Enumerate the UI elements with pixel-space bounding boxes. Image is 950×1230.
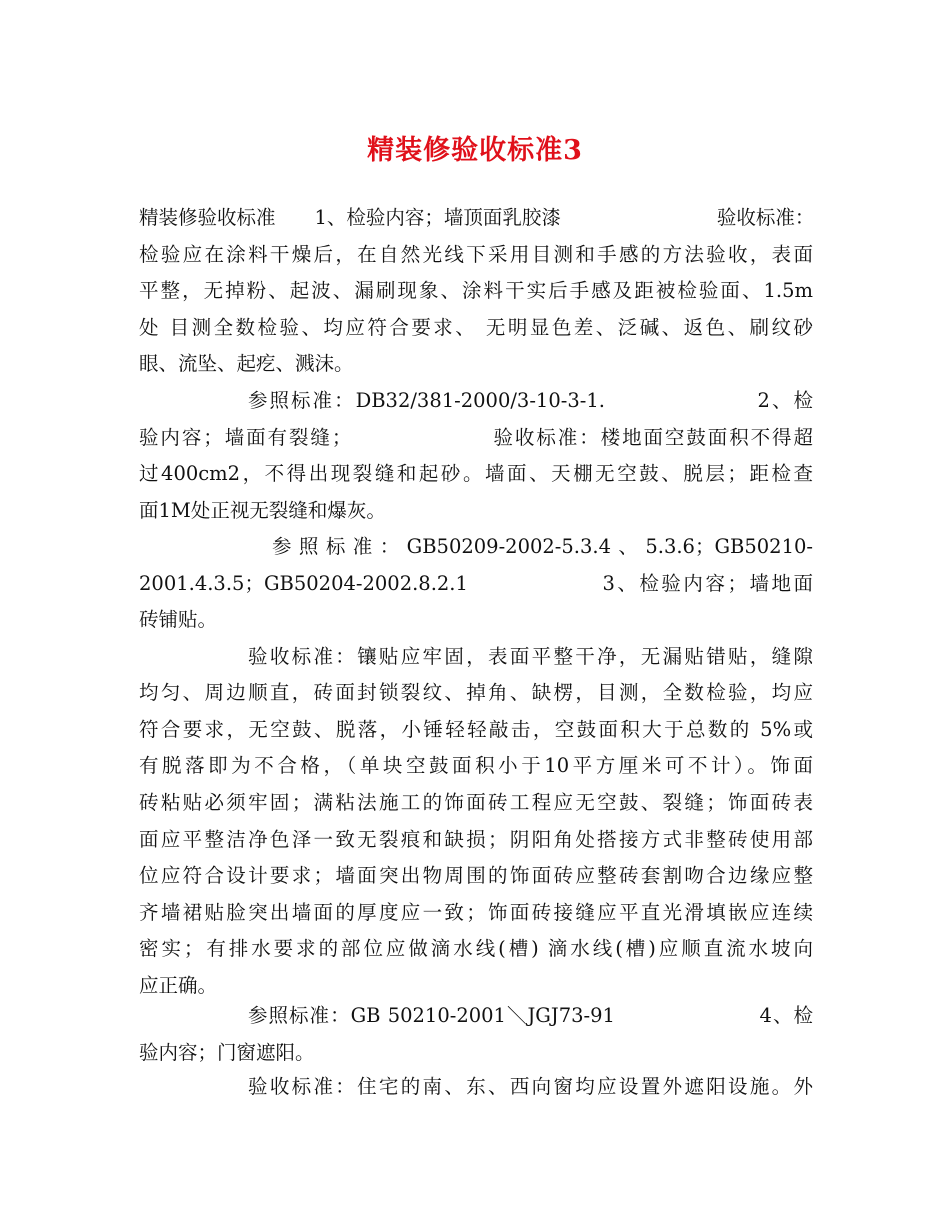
paragraph-line: 齐墙裙贴脸突出墙面的厚度应一致；饰面砖接缝应平直光滑填嵌应连续: [139, 901, 813, 924]
paragraph-line: 位应符合设计要求；墙面突出物周围的饰面砖应整砖套割吻合边缘应整: [139, 864, 813, 887]
paragraph-line: 面1M处正视无裂缝和爆灰。: [139, 499, 386, 522]
paragraph-line: 密实；有排水要求的部位应做滴水线(槽) 滴水线(槽)应顺直流水坡向: [139, 937, 813, 960]
paragraph-line: 符合要求，无空鼓、脱落，小锤轻轻敲击，空鼓面积大于总数的 5%或: [139, 718, 813, 741]
paragraph-line: 验内容；墙面有裂缝； 验收标准：楼地面空鼓面积不得超: [139, 426, 813, 449]
paragraph-line: 应正确。: [139, 974, 218, 997]
paragraph-line: 精装修验收标准 1、检验内容；墙顶面乳胶漆 验收标准：: [139, 206, 815, 229]
document-title: 精装修验收标准3: [367, 135, 583, 166]
paragraph-line: 验内容；门窗遮阳。: [139, 1041, 315, 1064]
paragraph-line: 2001.4.3.5；GB50204-2002.8.2.1 3、检验内容；墙地面: [139, 572, 813, 595]
paragraph-line: 验收标准：镶贴应牢固，表面平整干净，无漏贴错贴，缝隙: [248, 645, 813, 668]
paragraph-line: 参照标准：GB50209-2002-5.3.4、5.3.6；GB50210-: [272, 535, 813, 558]
paragraph-line: 检验应在涂料干燥后，在自然光线下采用目测和手感的方法验收，表面: [139, 243, 813, 266]
paragraph-line: 参照标准：GB 50210-2001＼JGJ73-91 4、检: [248, 1004, 813, 1027]
paragraph-line: 处 目测全数检验、均应符合要求、 无明显色差、泛碱、返色、刷纹砂: [139, 316, 813, 339]
paragraph-line: 砖铺贴。: [139, 608, 218, 631]
paragraph-line: 眼、流坠、起疙、溅沫。: [139, 352, 354, 375]
paragraph-line: 参照标准：DB32/381-2000/3-10-3-1. 2、检: [248, 389, 813, 412]
paragraph-line: 验收标准：住宅的南、东、西向窗均应设置外遮阳设施。外: [248, 1075, 813, 1098]
paragraph-line: 过400cm2，不得出现裂缝和起砂。墙面、天棚无空鼓、脱层；距检查: [139, 462, 813, 485]
paragraph-line: 平整，无掉粉、起波、漏刷现象、涂料干实后手感及距被检验面、1.5m: [139, 279, 813, 302]
paragraph-line: 面应平整洁净色泽一致无裂痕和缺损；阴阳角处搭接方式非整砖使用部: [139, 828, 813, 851]
paragraph-line: 均匀、周边顺直，砖面封锁裂纹、掉角、缺楞，目测，全数检验，均应: [139, 681, 813, 704]
paragraph-line: 有脱落即为不合格，（单块空鼓面积小于10平方厘米可不计）。饰面: [139, 754, 813, 777]
paragraph-line: 砖粘贴必须牢固；满粘法施工的饰面砖工程应无空鼓、裂缝；饰面砖表: [139, 791, 813, 814]
